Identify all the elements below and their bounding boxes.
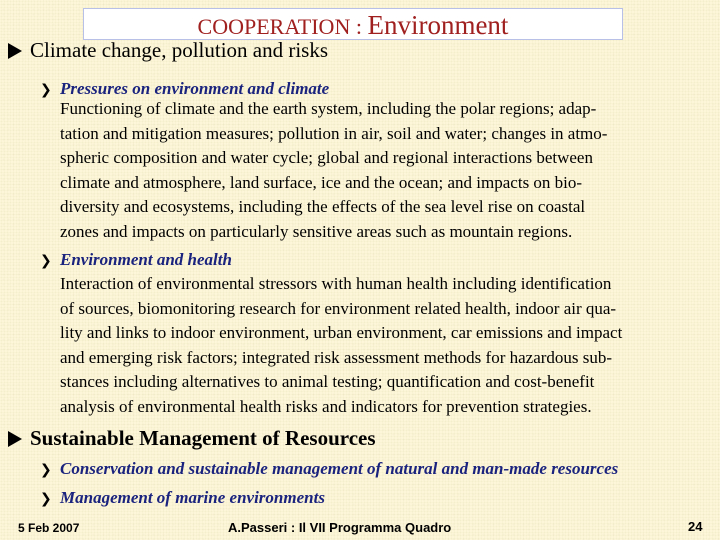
section-heading-label: Climate change, pollution and risks: [30, 38, 329, 62]
footer-author: A.Passeri : Il VII Programma Quadro: [228, 520, 452, 535]
subsection-heading: [40, 457, 618, 481]
paragraph: [60, 97, 720, 244]
subsection-heading-label: Pressures on environment and climate: [60, 79, 330, 98]
chevron-right-icon: ❯: [40, 462, 52, 478]
paragraph-line: diversity and ecosystems, including the effects of the sea level rise on coastal: [60, 197, 586, 216]
chevron-right-icon: ❯: [40, 82, 52, 98]
section-heading-label: Sustainable Management of Resources: [30, 426, 376, 450]
paragraph-line: spheric composition and water cycle; global and regional interactions between: [60, 148, 593, 167]
subsection-heading-label: Conservation and sustainable management of natural and man-made resources: [60, 459, 619, 478]
chevron-right-icon: ❯: [40, 491, 52, 507]
paragraph-line: analysis of environmental health risks and indicators for prevention strategies.: [60, 396, 592, 416]
chevron-right-icon: ❯: [40, 253, 52, 269]
page-number: 24: [688, 519, 703, 534]
paragraph: [60, 272, 720, 419]
paragraph-line: climate and atmosphere, land surface, ice and the ocean; and impacts on bio-: [60, 172, 583, 192]
paragraph-line: tation and mitigation measures; pollution in air, soil and water; changes in atmo-: [60, 123, 608, 143]
paragraph-line: zones and impacts on particularly sensitive areas such as mountain regions.: [60, 221, 573, 241]
triangle-right-icon: [8, 43, 22, 59]
subsection-heading: [40, 248, 232, 272]
paragraph-line: Interaction of environmental stressors with human health including identification: [60, 274, 612, 293]
subsection-heading: [40, 486, 325, 510]
footer-date: 5 Feb 2007: [18, 521, 80, 535]
section-heading: [8, 36, 328, 64]
paragraph-line: Functioning of climate and the earth system, including the polar regions; adap-: [60, 99, 597, 118]
subsection-heading-label: Management of marine environments: [60, 488, 325, 507]
paragraph-line: stances including alternatives to animal testing; quantification and cost-benefit: [60, 372, 595, 391]
triangle-right-icon: [8, 431, 22, 447]
paragraph-line: lity and links to indoor environment, urban environment, car emissions and impact: [60, 323, 623, 342]
section-heading: [8, 424, 376, 452]
subsection-heading-label: Environment and health: [60, 250, 232, 269]
paragraph-line: and emerging risk factors; integrated risk assessment methods for hazardous sub-: [60, 347, 613, 367]
paragraph-line: of sources, biomonitoring research for environment related health, indoor air qua-: [60, 298, 617, 318]
title-prefix: COOPERATION :: [197, 14, 368, 39]
title-main: Environment: [367, 10, 509, 40]
